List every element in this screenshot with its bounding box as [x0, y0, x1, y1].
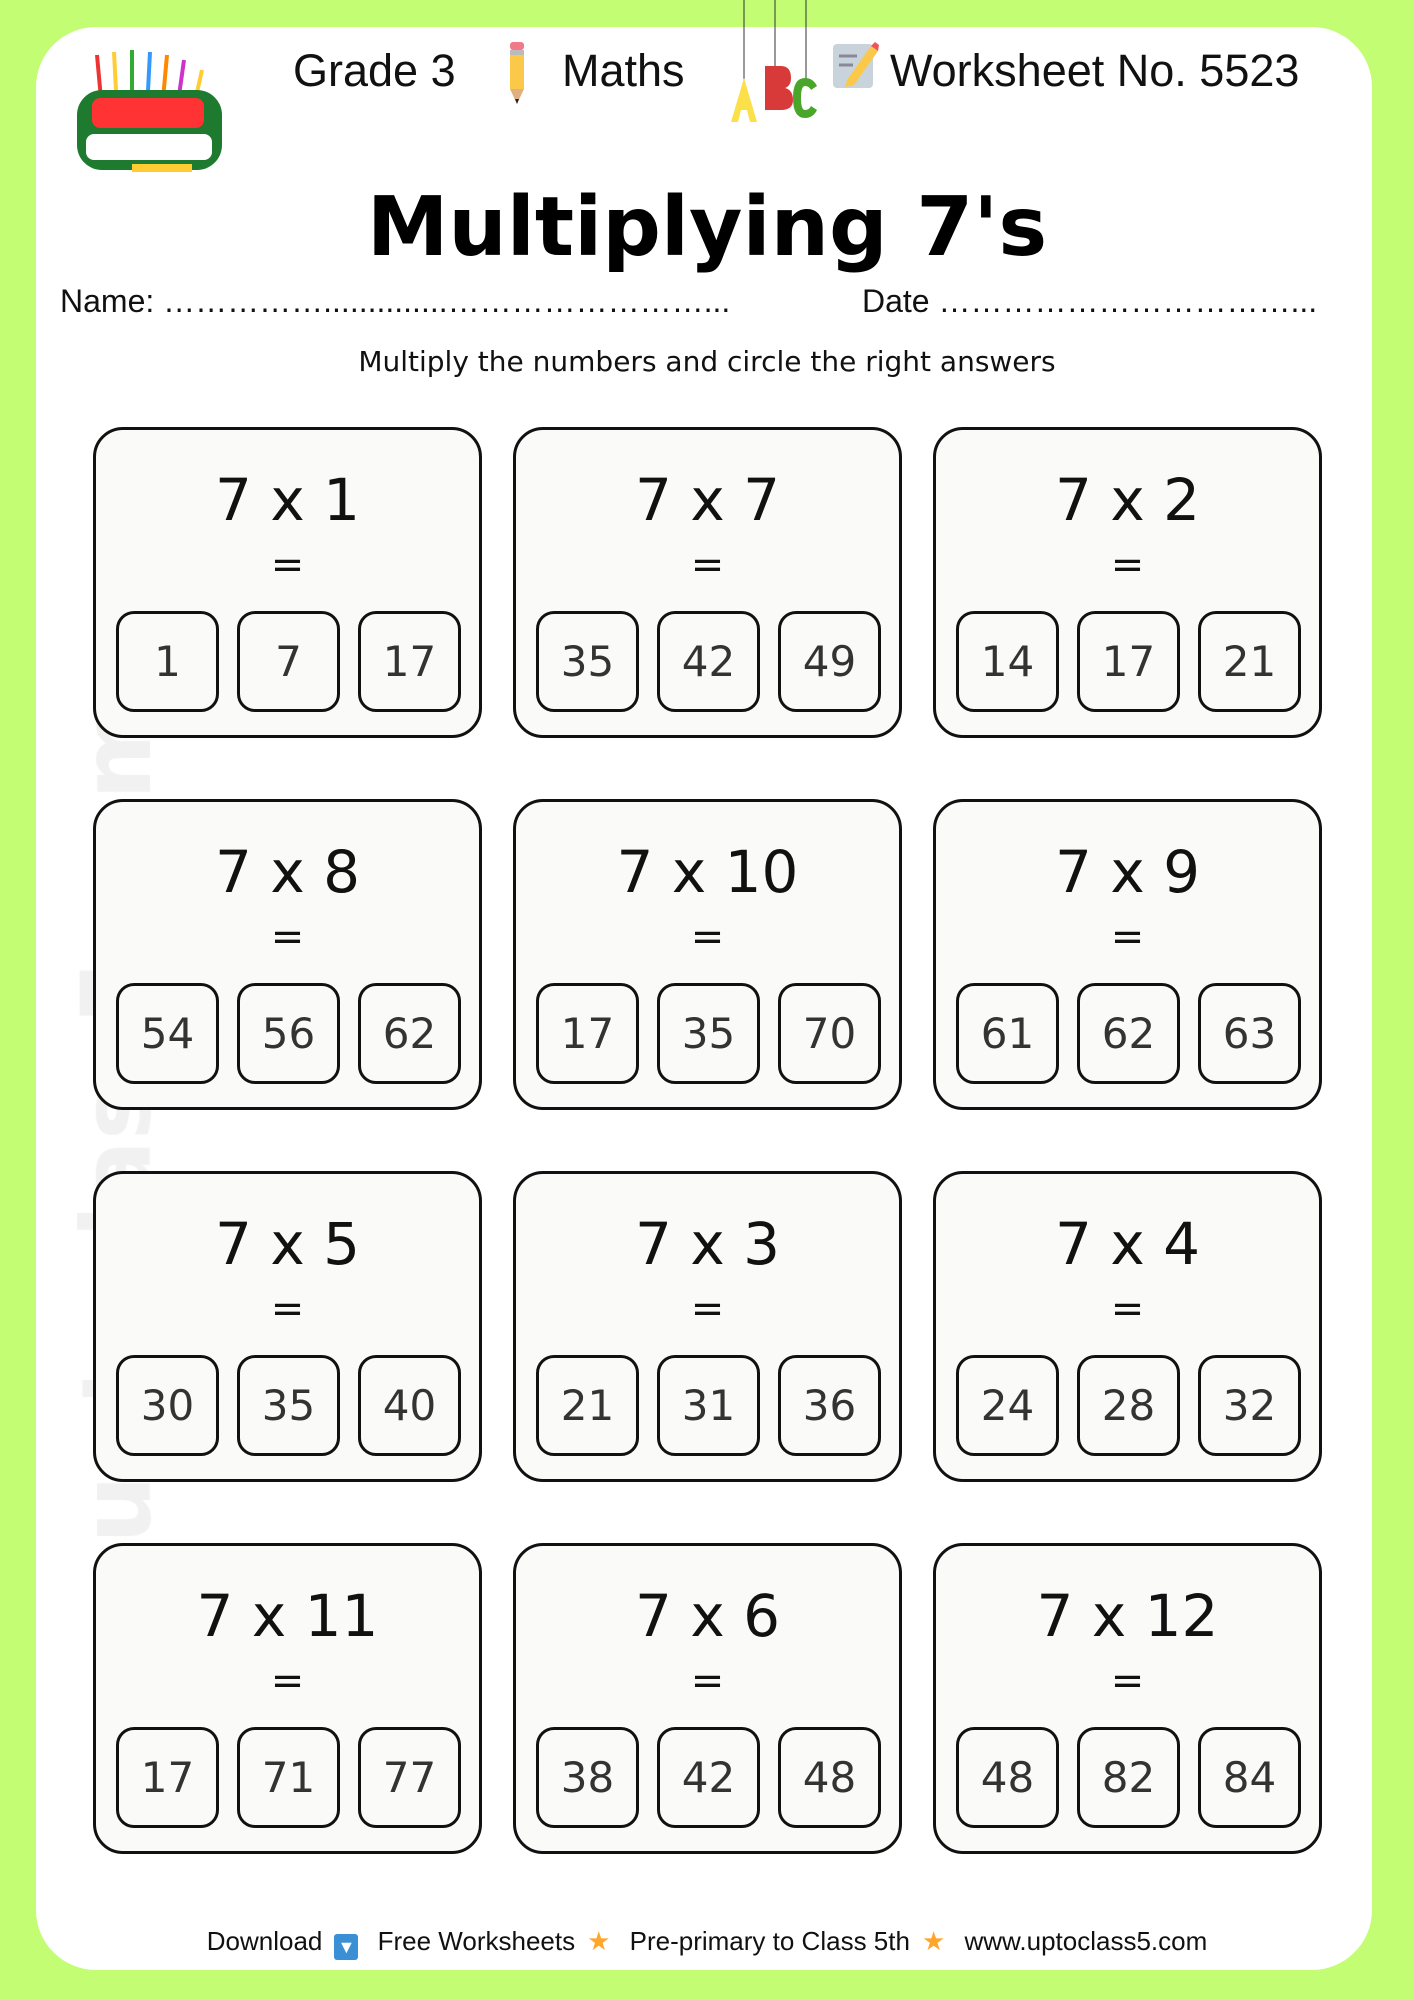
star-icon: ★ — [587, 1926, 611, 1956]
answer-option[interactable]: 7 — [237, 611, 340, 712]
equals-sign: = — [1110, 1658, 1145, 1704]
problem-card — [93, 799, 482, 1110]
footer — [0, 1926, 1414, 1960]
problem-expression: 7 x 6 — [635, 1582, 780, 1650]
answer-option[interactable]: 56 — [237, 983, 340, 1084]
problem-expression: 7 x 8 — [215, 838, 360, 906]
answer-option[interactable]: 54 — [116, 983, 219, 1084]
answer-option[interactable]: 1 — [116, 611, 219, 712]
equals-sign: = — [270, 914, 305, 960]
equals-sign: = — [690, 1658, 725, 1704]
equals-sign: = — [690, 914, 725, 960]
footer-range: Pre-primary to Class 5th — [629, 1926, 910, 1956]
subject-label: Maths — [562, 45, 685, 96]
answer-option[interactable]: 17 — [1077, 611, 1180, 712]
answer-option[interactable]: 21 — [1198, 611, 1301, 712]
abc-hanging-icon — [725, 0, 820, 125]
answer-option[interactable]: 35 — [536, 611, 639, 712]
answer-options — [956, 1355, 1301, 1456]
pencil-icon — [506, 42, 528, 104]
star-icon: ★ — [921, 1926, 946, 1956]
answer-option[interactable]: 28 — [1077, 1355, 1180, 1456]
equals-sign: = — [270, 542, 305, 588]
answer-option[interactable]: 62 — [358, 983, 461, 1084]
answer-options — [956, 983, 1301, 1084]
answer-option[interactable]: 17 — [358, 611, 461, 712]
equals-sign: = — [270, 1286, 305, 1332]
answer-options — [956, 611, 1301, 712]
equals-sign: = — [1110, 1286, 1145, 1332]
answer-option[interactable]: 84 — [1198, 1727, 1301, 1828]
problem-expression: 7 x 2 — [1055, 466, 1200, 534]
worksheet-number: Worksheet No. 5523 — [890, 45, 1300, 96]
date-field[interactable]: Date ……………………………... — [862, 283, 1318, 319]
answer-option[interactable]: 21 — [536, 1355, 639, 1456]
problem-expression: 7 x 4 — [1055, 1210, 1200, 1278]
answer-options — [956, 1727, 1301, 1828]
page-title: Multiplying 7's — [366, 180, 1048, 275]
problem-card — [933, 799, 1322, 1110]
problem-card — [933, 1171, 1322, 1482]
answer-option[interactable]: 30 — [116, 1355, 219, 1456]
answer-option[interactable]: 61 — [956, 983, 1059, 1084]
problem-card — [93, 1171, 482, 1482]
equals-sign: = — [1110, 914, 1145, 960]
equals-sign: = — [690, 1286, 725, 1332]
grade-label: Grade 3 — [293, 45, 456, 96]
uptoclass5-logo — [72, 50, 227, 175]
answer-option[interactable]: 32 — [1198, 1355, 1301, 1456]
answer-options — [536, 1355, 881, 1456]
download-icon: ▼ — [334, 1934, 358, 1960]
problem-card — [513, 1171, 902, 1482]
answer-options — [536, 611, 881, 712]
problem-card — [513, 1543, 902, 1854]
answer-option[interactable]: 17 — [536, 983, 639, 1084]
problem-card — [93, 1543, 482, 1854]
equals-sign: = — [690, 542, 725, 588]
answer-option[interactable]: 63 — [1198, 983, 1301, 1084]
instructions: Multiply the numbers and circle the right answers — [358, 345, 1056, 378]
answer-options — [116, 983, 461, 1084]
problem-expression: 7 x 5 — [215, 1210, 360, 1278]
problem-card — [933, 1543, 1322, 1854]
problem-expression: 7 x 10 — [616, 838, 799, 906]
problem-grid — [93, 427, 1322, 1854]
equals-sign: = — [1110, 542, 1145, 588]
problem-expression: 7 x 3 — [635, 1210, 780, 1278]
problem-expression: 7 x 9 — [1055, 838, 1200, 906]
problem-expression: 7 x 11 — [196, 1582, 379, 1650]
footer-download: Download — [206, 1926, 323, 1956]
problem-card — [513, 427, 902, 738]
answer-option[interactable]: 48 — [778, 1727, 881, 1828]
memo-icon — [833, 40, 879, 90]
answer-option[interactable]: 38 — [536, 1727, 639, 1828]
answer-option[interactable]: 17 — [116, 1727, 219, 1828]
problem-expression: 7 x 1 — [215, 466, 360, 534]
answer-option[interactable]: 82 — [1077, 1727, 1180, 1828]
answer-options — [116, 1727, 461, 1828]
answer-option[interactable]: 40 — [358, 1355, 461, 1456]
problem-expression: 7 x 12 — [1036, 1582, 1219, 1650]
footer-url[interactable]: www.uptoclass5.com — [964, 1926, 1208, 1956]
problem-card — [933, 427, 1322, 738]
answer-options — [536, 1727, 881, 1828]
problem-card — [93, 427, 482, 738]
equals-sign: = — [270, 1658, 305, 1704]
answer-option[interactable]: 36 — [778, 1355, 881, 1456]
problem-expression: 7 x 7 — [635, 466, 780, 534]
answer-option[interactable]: 62 — [1077, 983, 1180, 1084]
answer-options — [536, 983, 881, 1084]
answer-option[interactable]: 70 — [778, 983, 881, 1084]
footer-free-worksheets: Free Worksheets — [377, 1926, 576, 1956]
answer-option[interactable]: 42 — [657, 1727, 760, 1828]
answer-options — [116, 611, 461, 712]
answer-option[interactable]: 71 — [237, 1727, 340, 1828]
answer-options — [116, 1355, 461, 1456]
answer-option[interactable]: 35 — [657, 983, 760, 1084]
answer-option[interactable]: 35 — [237, 1355, 340, 1456]
answer-option[interactable]: 48 — [956, 1727, 1059, 1828]
name-field[interactable]: Name: ……………..............……………………... — [60, 283, 731, 319]
answer-option[interactable]: 49 — [778, 611, 881, 712]
answer-option[interactable]: 77 — [358, 1727, 461, 1828]
answer-option[interactable]: 31 — [657, 1355, 760, 1456]
answer-option[interactable]: 14 — [956, 611, 1059, 712]
answer-option[interactable]: 42 — [657, 611, 760, 712]
problem-card — [513, 799, 902, 1110]
answer-option[interactable]: 24 — [956, 1355, 1059, 1456]
